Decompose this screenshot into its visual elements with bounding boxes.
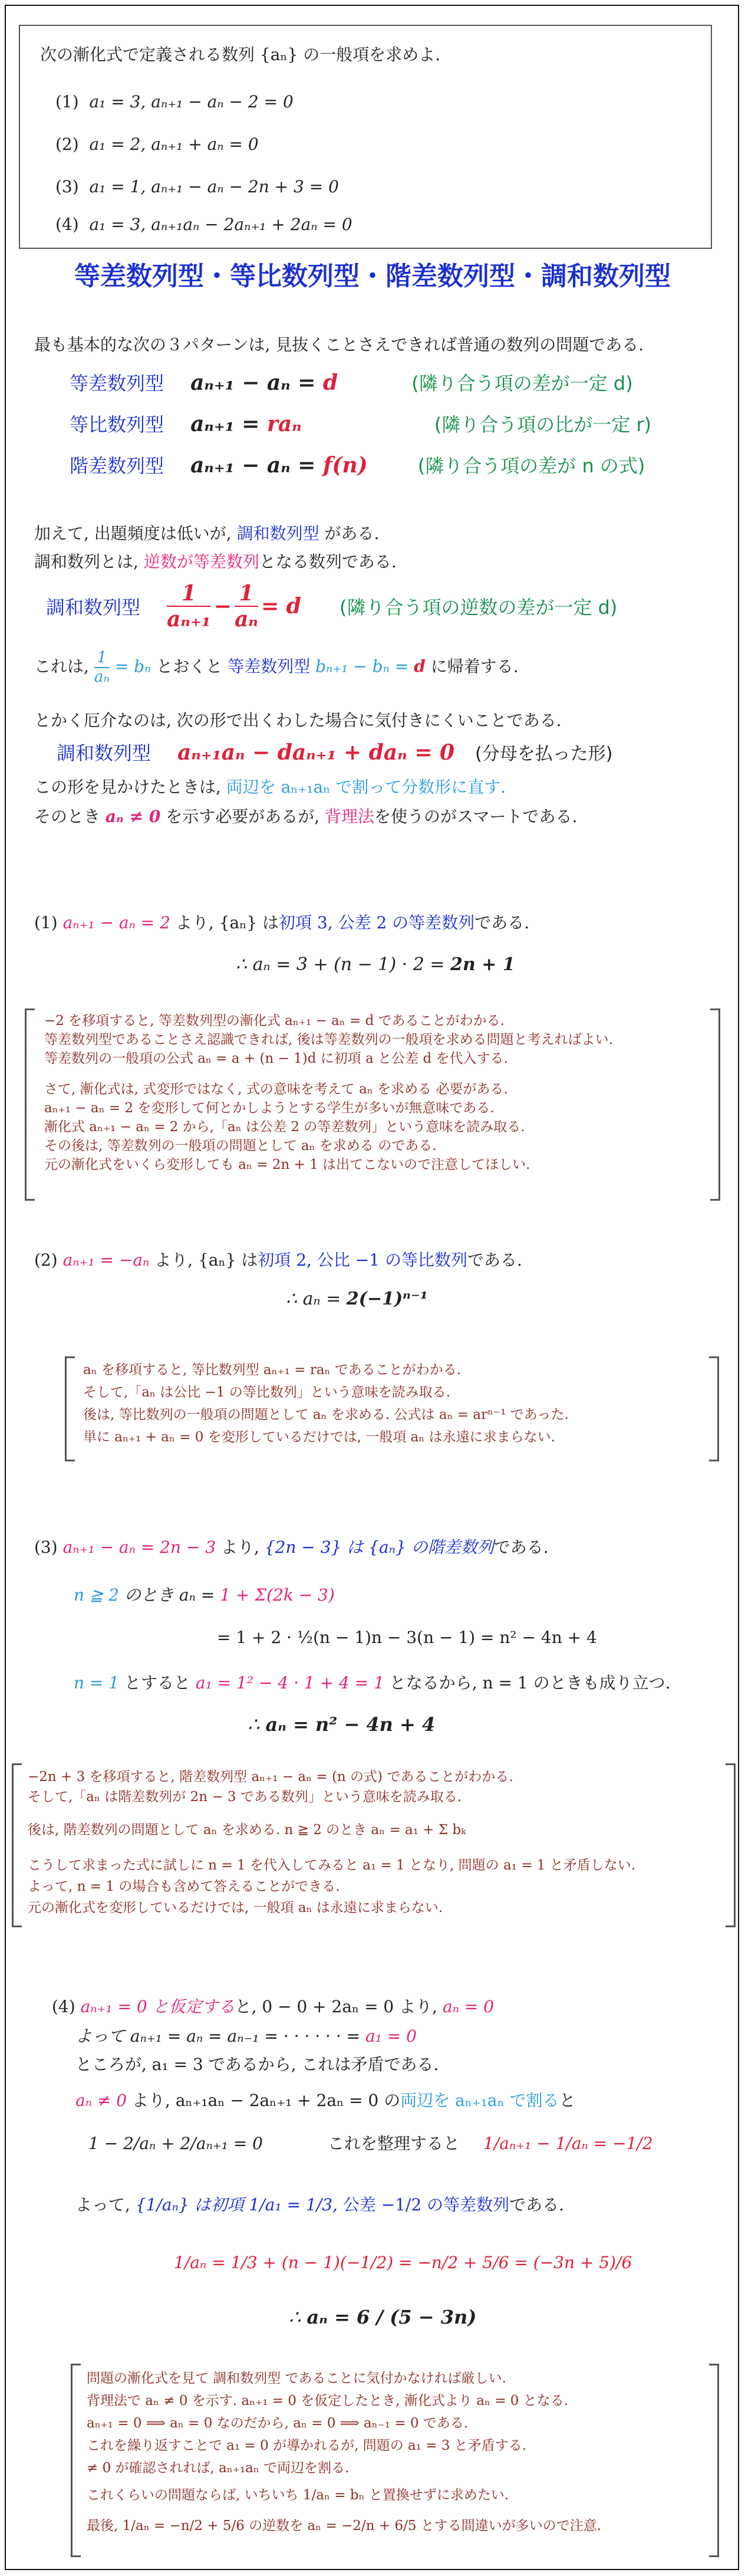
sol1-note: −2 を移項すると, 等差数列型の漸化式 aₙ₊₁ − aₙ = d であることがわかる. 等差数列型であることさえ認識できれば, 後は等差数列の一般項を求める問題と考えればよい. 等差数列の一般項の公式 aₙ = a + (n − 1)d に初項 a と公差 d を代入する. さて, 漸化式は, 式変形ではなく, 式の意味を考えて aₙ を求める 必要がある. aₙ₊₁ − aₙ = 2 を変形して何とかしようとする学生が多いが無意味である. 漸化式 aₙ₊₁ − aₙ = 2 から,「aₙ は公差 2 の等差数列」という意味を読み取る. その後は, 等差数列の一般項の問題として aₙ を求める のである. 元の漸化式をいくら変形しても aₙ = 2n + 1 は出てこないので注意してほしい. xyxy=(25,1008,720,1201)
sol4-line: (4) aₙ₊₁ = 0 と仮定すると, 0 − 0 + 2aₙ = 0 より, aₙ = 0 xyxy=(52,1997,495,2016)
sol4-answer: ∴ aₙ = 6 / (5 − 3n) xyxy=(289,2306,477,2328)
harmonic-equation-2: 調和数列型 aₙ₊₁aₙ − daₙ₊₁ + daₙ = 0 (分母を払った形) xyxy=(57,740,613,765)
problem-intro: 次の漸化式で定義される数列 {aₙ} の一般項を求めよ. xyxy=(40,45,441,64)
harmonic-line-1: 加えて, 出題頻度は低いが, 調和数列型 がある. xyxy=(34,524,380,543)
pattern-difference: 階差数列型 aₙ₊₁ − aₙ = f(n) (隣り合う項の差が n の式) xyxy=(70,453,645,478)
pattern-geometric: 等比数列型 aₙ₊₁ = raₙ (隣り合う項の比が一定 r) xyxy=(70,412,652,436)
sol1-line: (1) aₙ₊₁ − aₙ = 2 より, {aₙ} は初項 3, 公差 2 の等差数列である. xyxy=(34,913,530,932)
sol3-line-2: n ≧ 2 のとき aₙ = 1 + Σ(2k − 3) xyxy=(74,1585,335,1605)
sol4-line-4: aₙ ≠ 0 より, aₙ₊₁aₙ − 2aₙ₊₁ + 2aₙ = 0 の両辺を aₙ₊₁aₙ で割ると xyxy=(75,2091,576,2110)
sol3-line: (3) aₙ₊₁ − aₙ = 2n − 3 より, {2n − 3} は {aₙ} の階差数列である. xyxy=(34,1537,549,1557)
sol2-note: aₙ を移項すると, 等比数列型 aₙ₊₁ = raₙ であることがわかる. そして,「aₙ は公比 −1 の等比数列」という意味を読み取る. 後は, 等比数列の一般項の問題として aₙ を求める. 公式は aₙ = arⁿ⁻¹ であった. 単に aₙ₊₁ + aₙ = 0 を変形しているだけでは, 一般項 aₙ は永遠に求まらない. xyxy=(65,1356,719,1461)
problem-item-4: (4) a₁ = 3, aₙ₊₁aₙ − 2aₙ₊₁ + 2aₙ = 0 xyxy=(55,215,352,234)
sol2-answer: ∴ aₙ = 2(−1)ⁿ⁻¹ xyxy=(286,1289,428,1309)
sol4-line-5: 1 − 2/aₙ + 2/aₙ₊₁ = 0 これを整理すると 1/aₙ₊₁ − 1/aₙ = −1/2 xyxy=(88,2134,653,2153)
harmonic-line-6: そのとき aₙ ≠ 0 を示す必要があるが, 背理法を使うのがスマートである. xyxy=(34,807,578,826)
sol4-line-2: よって aₙ₊₁ = aₙ = aₙ₋₁ = · · · · · · = a₁ = 0 xyxy=(75,2026,417,2046)
sol4-line-3: ところが, a₁ = 3 であるから, これは矛盾である. xyxy=(75,2055,439,2074)
sol3-line-4: n = 1 とすると a₁ = 1² − 4 · 1 + 4 = 1 となるから, n = 1 のときも成り立つ. xyxy=(74,1673,671,1693)
pattern-arithmetic: 等差数列型 aₙ₊₁ − aₙ = d (隣り合う項の差が一定 d) xyxy=(70,370,633,395)
sol3-note: −2n + 3 を移項すると, 階差数列型 aₙ₊₁ − aₙ = (n の式) であることがわかる. そして,「aₙ は階差数列が 2n − 3 である数列」という意味を読み取る. 後は, 階差数列の問題として aₙ を求める. n ≧ 2 のとき aₙ = a₁ + Σ bₖ こうして求まった式に試しに n = 1 を代入してみると a₁ = 1 となり, 問題の a₁ = 1 と矛盾しない. よって, n = 1 の場合も含めて答えることができる. 元の漸化式を変形しているだけでは, 一般項 aₙ は永遠に求まらない. xyxy=(12,1763,736,1927)
intro-line: 最も基本的な次の３パターンは, 見抜くことさえできれば普通の数列の問題である. xyxy=(34,335,644,354)
problem-item-1: (1) a₁ = 3, aₙ₊₁ − aₙ − 2 = 0 xyxy=(55,92,294,111)
sol2-line: (2) aₙ₊₁ = −aₙ より, {aₙ} は初項 2, 公比 −1 の等比数列である. xyxy=(34,1250,522,1270)
sol3-answer: ∴ aₙ = n² − 4n + 4 xyxy=(248,1713,436,1736)
harmonic-line-2: 調和数列とは, 逆数が等差数列となる数列である. xyxy=(34,552,397,571)
problem-box xyxy=(19,25,712,249)
harmonic-line-3: これは, $\frac{1}{\text{aₙ}}$ = bₙ とおくと 等差数列型 bₙ₊₁ − bₙ = d に帰着する. xyxy=(34,649,519,686)
sol1-answer: ∴ aₙ = 3 + (n − 1) · 2 = 2n + 1 xyxy=(236,954,515,975)
harmonic-equation: 調和数列型 $\frac{1}{\text{aₙ₊₁}}$ − $\frac{1}{\text{aₙ}}$ = d (隣り合う項の逆数の差が一定 d) xyxy=(46,581,618,632)
harmonic-line-4: とかく厄介なのは, 次の形で出くわした場合に気付きにくいことである. xyxy=(34,711,562,730)
page-title: 等差数列型・等比数列型・階差数列型・調和数列型 xyxy=(74,261,671,291)
sol4-line-7: 1/aₙ = 1/3 + (n − 1)(−1/2) = −n/2 + 5/6 = (−3n + 5)/6 xyxy=(174,2253,632,2272)
sol4-line-6: よって, {1/aₙ} は初項 1/a₁ = 1/3, 公差 −1/2 の等差数列である. xyxy=(75,2195,565,2214)
sol3-line-3: = 1 + 2 · ½(n − 1)n − 3(n − 1) = n² − 4n + 4 xyxy=(217,1628,597,1647)
problem-item-2: (2) a₁ = 2, aₙ₊₁ + aₙ = 0 xyxy=(55,134,259,154)
problem-item-3: (3) a₁ = 1, aₙ₊₁ − aₙ − 2n + 3 = 0 xyxy=(55,177,339,196)
harmonic-line-5: この形を見かけたときは, 両辺を aₙ₊₁aₙ で割って分数形に直す. xyxy=(34,777,506,797)
sol4-note: 問題の漸化式を見て 調和数列型 であることに気付かなければ厳しい. 背理法で aₙ ≠ 0 を示す. aₙ₊₁ = 0 を仮定したとき, 漸化式より aₙ = 0 となる. aₙ₊₁ = 0 ⟹ aₙ = 0 なのだから, aₙ = 0 ⟹ aₙ₋₁ = 0 である. これを繰り返すことで a₁ = 0 が導かれるが, 問題の a₁ = 3 と矛盾する. ≠ 0 が確認されれば, aₙ₊₁aₙ で両辺を割る. これくらいの問題ならば, いちいち 1/aₙ = bₙ と置換せずに求めたい. 最後, 1/aₙ = −n/2 + 5/6 の逆数を aₙ = −2/n + 6/5 とする間違いが多いので注意. xyxy=(71,2364,719,2557)
